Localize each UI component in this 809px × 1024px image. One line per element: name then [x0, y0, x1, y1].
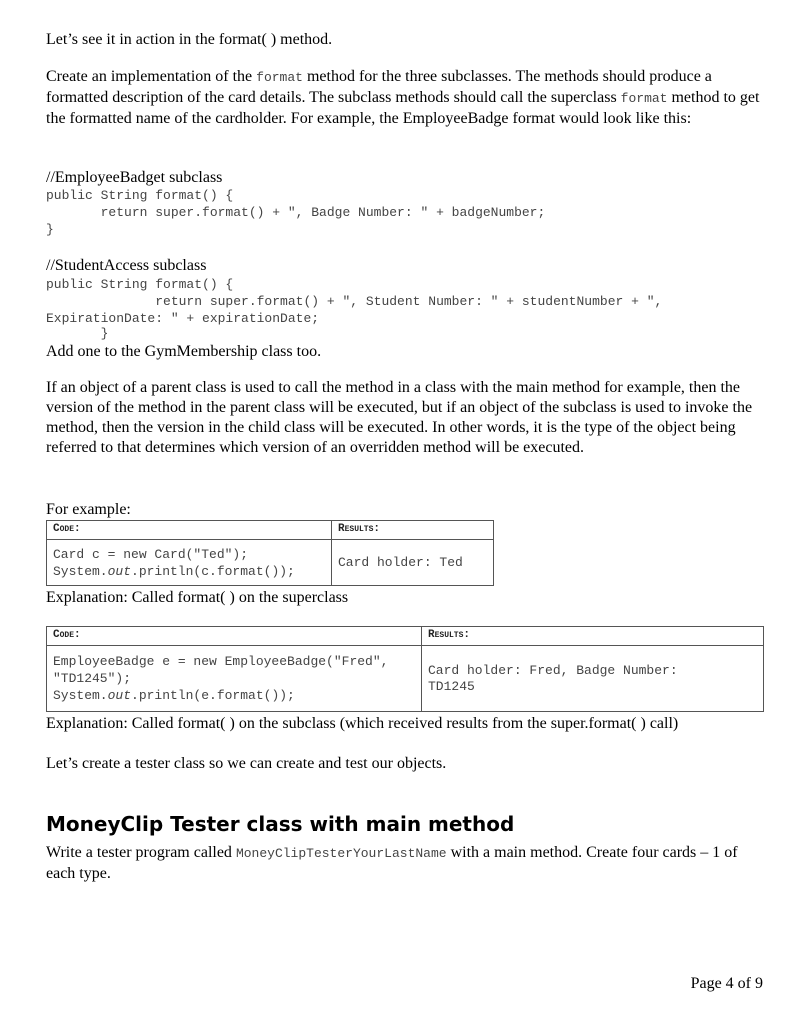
text: method to get the formatted name of the cardholder. For example, the EmployeeBadge format would look like this: — [46, 89, 760, 127]
inline-code: format — [256, 70, 303, 85]
code-line: return super.format() + ", Badge Number: " + badgeNumber; — [46, 205, 546, 220]
code-line: "TD1245"); — [53, 671, 132, 686]
code-line: } — [46, 222, 54, 237]
text: method for the three subclasses. The methods should produce a formatted description of the card details. The subclass methods should call the superclass — [46, 68, 712, 106]
for-example-label: For example: — [46, 501, 131, 518]
result-line: Card holder: Fred, Badge Number: — [428, 662, 678, 678]
tester-paragraph — [46, 843, 761, 884]
text: Create an implementation of the — [46, 68, 257, 85]
text: with a main method. Create four cards – 1 of each type. — [46, 844, 738, 882]
code-line — [53, 563, 325, 580]
code-line: ExpirationDate: " + expirationDate; — [46, 311, 320, 326]
student-code-block — [46, 276, 761, 341]
override-paragraph: If an object of a parent class is used to call the method in a class with the main method for example, then the version of the method in the parent class will be executed, but if an object of the subclass is used to invoke the method, then the version in the child class will be executed. In other words, it is the type of the object being referred to that determines which version of an overridden method will be executed. — [46, 379, 753, 456]
result-cell: Card holder: Ted — [332, 540, 494, 586]
code-header: Code: — [47, 521, 332, 540]
code-line — [53, 687, 415, 704]
results-header: Results: — [422, 627, 764, 646]
code-header: Code: — [47, 627, 422, 646]
tester-intro: Let’s create a tester class so we can create and test our objects. — [46, 755, 447, 772]
code-cell — [47, 646, 422, 712]
code-text: .println(e.format()); — [131, 688, 295, 703]
code-line: EmployeeBadge e = new EmployeeBadge("Fred", — [53, 654, 389, 669]
employee-code-block — [46, 187, 761, 238]
explanation-2: Explanation: Called format( ) on the subclass (which received results from the super.format( ) call) — [46, 715, 679, 732]
results-header: Results: — [332, 521, 494, 540]
text: Write a tester program called — [46, 844, 236, 861]
code-text: System. — [53, 563, 108, 579]
result-line: TD1245 — [428, 678, 475, 694]
code-text: out — [107, 688, 132, 703]
code-text: System. — [53, 688, 108, 703]
code-text: .println(c.format()); — [131, 563, 295, 579]
code-line: Card c = new Card("Ted"); — [53, 546, 249, 562]
code-cell — [47, 540, 332, 586]
example-table-1 — [46, 520, 494, 586]
code-line: public String format() { — [46, 277, 234, 292]
example-table-2 — [46, 626, 764, 712]
code-text: out — [107, 563, 132, 579]
employee-comment: //EmployeeBadget subclass — [46, 169, 223, 186]
gym-note: Add one to the GymMembership class too. — [46, 343, 322, 360]
section-heading: MoneyClip Tester class with main method — [46, 812, 515, 836]
explanation-1: Explanation: Called format( ) on the superclass — [46, 589, 349, 606]
result-cell — [422, 646, 764, 712]
code-line: public String format() { — [46, 188, 234, 203]
instructions-paragraph — [46, 67, 761, 129]
intro-text: Let’s see it in action in the format( ) method. — [46, 31, 333, 48]
inline-code: format — [620, 91, 668, 106]
code-line: } — [46, 326, 109, 341]
student-comment: //StudentAccess subclass — [46, 257, 207, 274]
page-number: Page 4 of 9 — [690, 975, 763, 992]
inline-code: MoneyClipTesterYourLastName — [235, 846, 447, 861]
code-line: return super.format() + ", Student Number: " + studentNumber + ", — [46, 294, 663, 309]
